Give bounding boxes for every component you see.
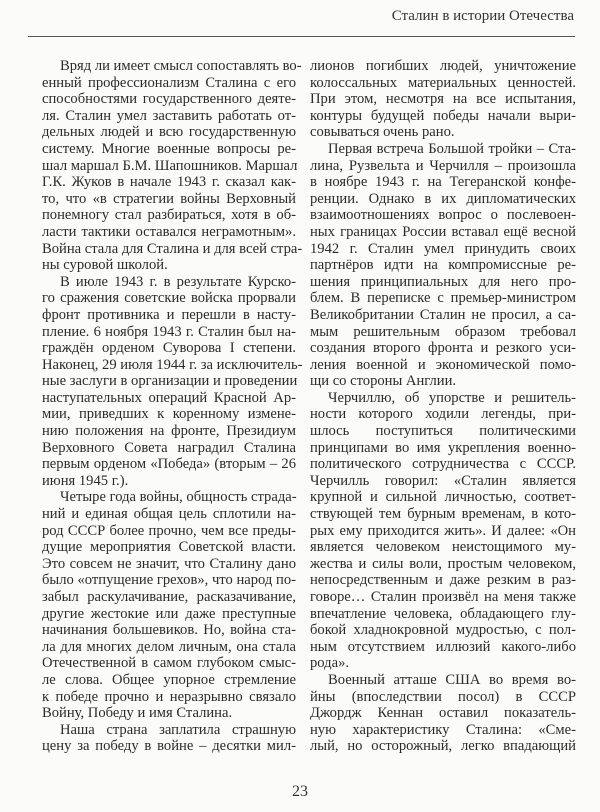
text-column-right — [310, 58, 576, 755]
text-line: колоссальных материальных ценностей. — [310, 74, 576, 91]
text-line: Наша страна заплатила страшную — [60, 721, 296, 738]
text-line: енный профессионализм Сталина с его — [42, 74, 296, 91]
text-line: шения принципиальных для него про- — [310, 273, 576, 290]
text-line: Г.К. Жуков в начале 1943 г. сказал как- — [42, 174, 296, 191]
paragraph — [310, 390, 576, 672]
text-line: принципами во имя укрепления военно- — [310, 439, 576, 456]
text-line: Отечественной в самом глубоком смыс- — [42, 655, 296, 672]
header-rule — [28, 36, 575, 37]
text-line: лионов погибших людей, уничтожение — [310, 58, 576, 74]
text-line: ную характеристику Сталина: «Сме- — [310, 721, 576, 738]
page-number: 23 — [292, 783, 308, 800]
text-line: Вряд ли имеет смысл сопоставлять во- — [60, 58, 302, 74]
text-line: июня 1945 г.). — [42, 472, 129, 489]
paragraph — [42, 722, 296, 755]
text-line: ления военной и экономической помо- — [310, 356, 576, 373]
paragraph — [310, 58, 576, 141]
text-line: ласти тактики оставался неграмотным». — [42, 223, 296, 240]
text-line: ля. Сталин умел заставить работать от- — [42, 107, 296, 124]
text-line: политического сотрудничества с СССР. — [310, 456, 576, 473]
text-line: впечатление человека, обладающего глу- — [310, 605, 576, 622]
text-line: Черчиллю, об упорстве и решитель- — [328, 389, 576, 406]
text-line: партнёров идти на компромиссные ре- — [310, 257, 576, 274]
text-line: ные заслуги в организации и проведении — [42, 373, 298, 390]
text-line: наступательных операций Красной Ар- — [42, 389, 296, 406]
text-line: Великобритании Сталин не просил, а са- — [310, 306, 576, 323]
text-line: первым орденом «Победа» (вторым – 26 — [42, 456, 296, 473]
text-line: рых ему приходится жить». И далее: «Он — [310, 522, 576, 539]
text-line: систему. Многие военные вопросы ре- — [42, 140, 296, 157]
text-line: Первая встреча Большой тройки – Ста- — [328, 140, 576, 157]
text-line: лина, Рузвельта и Черчилля – произошла — [310, 157, 576, 174]
text-line: нию положения на фронте, Президиум — [42, 423, 296, 440]
text-line: Черчилль говорил: «Сталин является — [310, 472, 576, 489]
text-line: в ноябре 1943 г. на Тегеранской конфе- — [310, 174, 576, 191]
text-line: рода». — [310, 655, 350, 672]
text-line: щи со стороны Англии. — [310, 373, 457, 390]
text-line: фронт противника и перешли в насту- — [42, 306, 296, 323]
text-line: Четыре года войны, общность страда- — [60, 489, 297, 506]
text-line: граждён орденом Суворова I степени. — [42, 340, 296, 357]
text-line: Военный атташе США во время во- — [328, 671, 576, 688]
text-line: непосредственным и даже резким в раз- — [310, 572, 576, 589]
text-line: было «отпущение грехов», что народ по- — [42, 572, 296, 589]
text-line: дельных людей и всю государственную — [42, 124, 296, 141]
text-line: ных границах России вставал ещё весной — [310, 223, 576, 240]
text-line: другие жестокие или даже преступные — [42, 605, 296, 622]
text-column-left — [42, 58, 303, 755]
text-line: контуры будущей победы начали выри- — [310, 107, 576, 124]
text-line: шлось поступиться политическими — [310, 423, 576, 440]
paragraph — [42, 489, 296, 721]
text-line: Война стала для Сталина и для всей стра- — [42, 240, 303, 257]
text-line: Джордж Кеннан оставил показатель- — [310, 705, 576, 722]
text-line: начинания большевиков. Но, война ста- — [42, 622, 296, 639]
text-line: ны суровой школой. — [42, 257, 168, 274]
text-line: ла для многих делом личным, она стала — [42, 638, 296, 655]
text-line: блем. В переписке с премьер-министром — [310, 290, 576, 307]
text-line: шал маршал Б.М. Шапошников. Маршал — [42, 157, 298, 174]
text-line: к победе прочно и неразрывно связало — [42, 688, 296, 705]
text-line: мии, приведших к коренному измене- — [42, 406, 296, 423]
text-line: Верховного Совета наградил Сталина — [42, 439, 296, 456]
text-line: го сражения советские войска прорвали — [42, 290, 296, 307]
text-line: то, что «в стратегии войны Верховный — [42, 190, 296, 207]
text-line: Наконец, 29 июля 1944 г. за исключитель- — [42, 356, 303, 373]
text-line: ренции. Однако в их дипломатических — [310, 190, 576, 207]
text-line: взаимоотношениях вопрос о послевоен- — [310, 207, 576, 224]
text-line: йны (впоследствии посол) в СССР — [310, 688, 576, 705]
text-line: Войну, Победу и имя Сталина. — [42, 705, 233, 722]
text-line: является человеком неистощимого му- — [310, 539, 576, 556]
text-line: Это совсем не значит, что Сталину дано — [42, 555, 296, 572]
text-line: лый, но осторожный, легко впадающий — [310, 738, 576, 755]
text-line: совываться очень рано. — [310, 124, 455, 141]
text-line: ности которого ходили легенды, при- — [310, 406, 576, 423]
text-line: В июле 1943 г. в результате Курско- — [60, 273, 296, 290]
text-line: 1942 г. Сталин умел принудить своих — [310, 240, 576, 257]
text-line: жества и силы воли, простым человеком, — [310, 555, 576, 572]
text-line: способностями государственного деяте- — [42, 91, 296, 108]
paragraph — [42, 273, 303, 490]
text-line: понемногу стал разбираться, хотя в об- — [42, 207, 296, 224]
text-line: ний и единая общая цель сплотили на- — [42, 506, 296, 523]
text-line: ствующей тем бурным временам, в кото- — [310, 506, 576, 523]
text-line: дущие мероприятия Советской власти. — [42, 539, 296, 556]
running-header-title: Сталин в истории Отечества — [391, 8, 574, 24]
text-line: создания второго фронта и резкого уси- — [310, 340, 576, 357]
paragraph — [42, 58, 303, 274]
text-line: забыл раскулачивание, расказачивание, — [42, 589, 296, 605]
text-line: цену за победу в войне – десятки мил- — [42, 738, 296, 755]
text-line: пление. 6 ноября 1943 г. Сталин был на- — [42, 323, 296, 340]
text-line: мым решительным образом требовал — [310, 323, 576, 340]
paragraph — [310, 672, 576, 755]
paragraph — [310, 141, 576, 390]
text-line: крупной и сильной личностью, соответ- — [310, 489, 576, 506]
text-line: говоре… Сталин произвёл на меня также — [310, 589, 576, 605]
text-line: При этом, несмотря на все испытания, — [310, 91, 576, 108]
text-line: бокой хладнокровной мудростью, с пол- — [310, 622, 576, 639]
text-line: род СССР более прочно, чем все преды- — [42, 522, 296, 539]
text-line: ле слова. Общее упорное стремление — [42, 671, 296, 688]
text-line: ным отсутствием иллюзий какого-либо — [310, 638, 576, 655]
